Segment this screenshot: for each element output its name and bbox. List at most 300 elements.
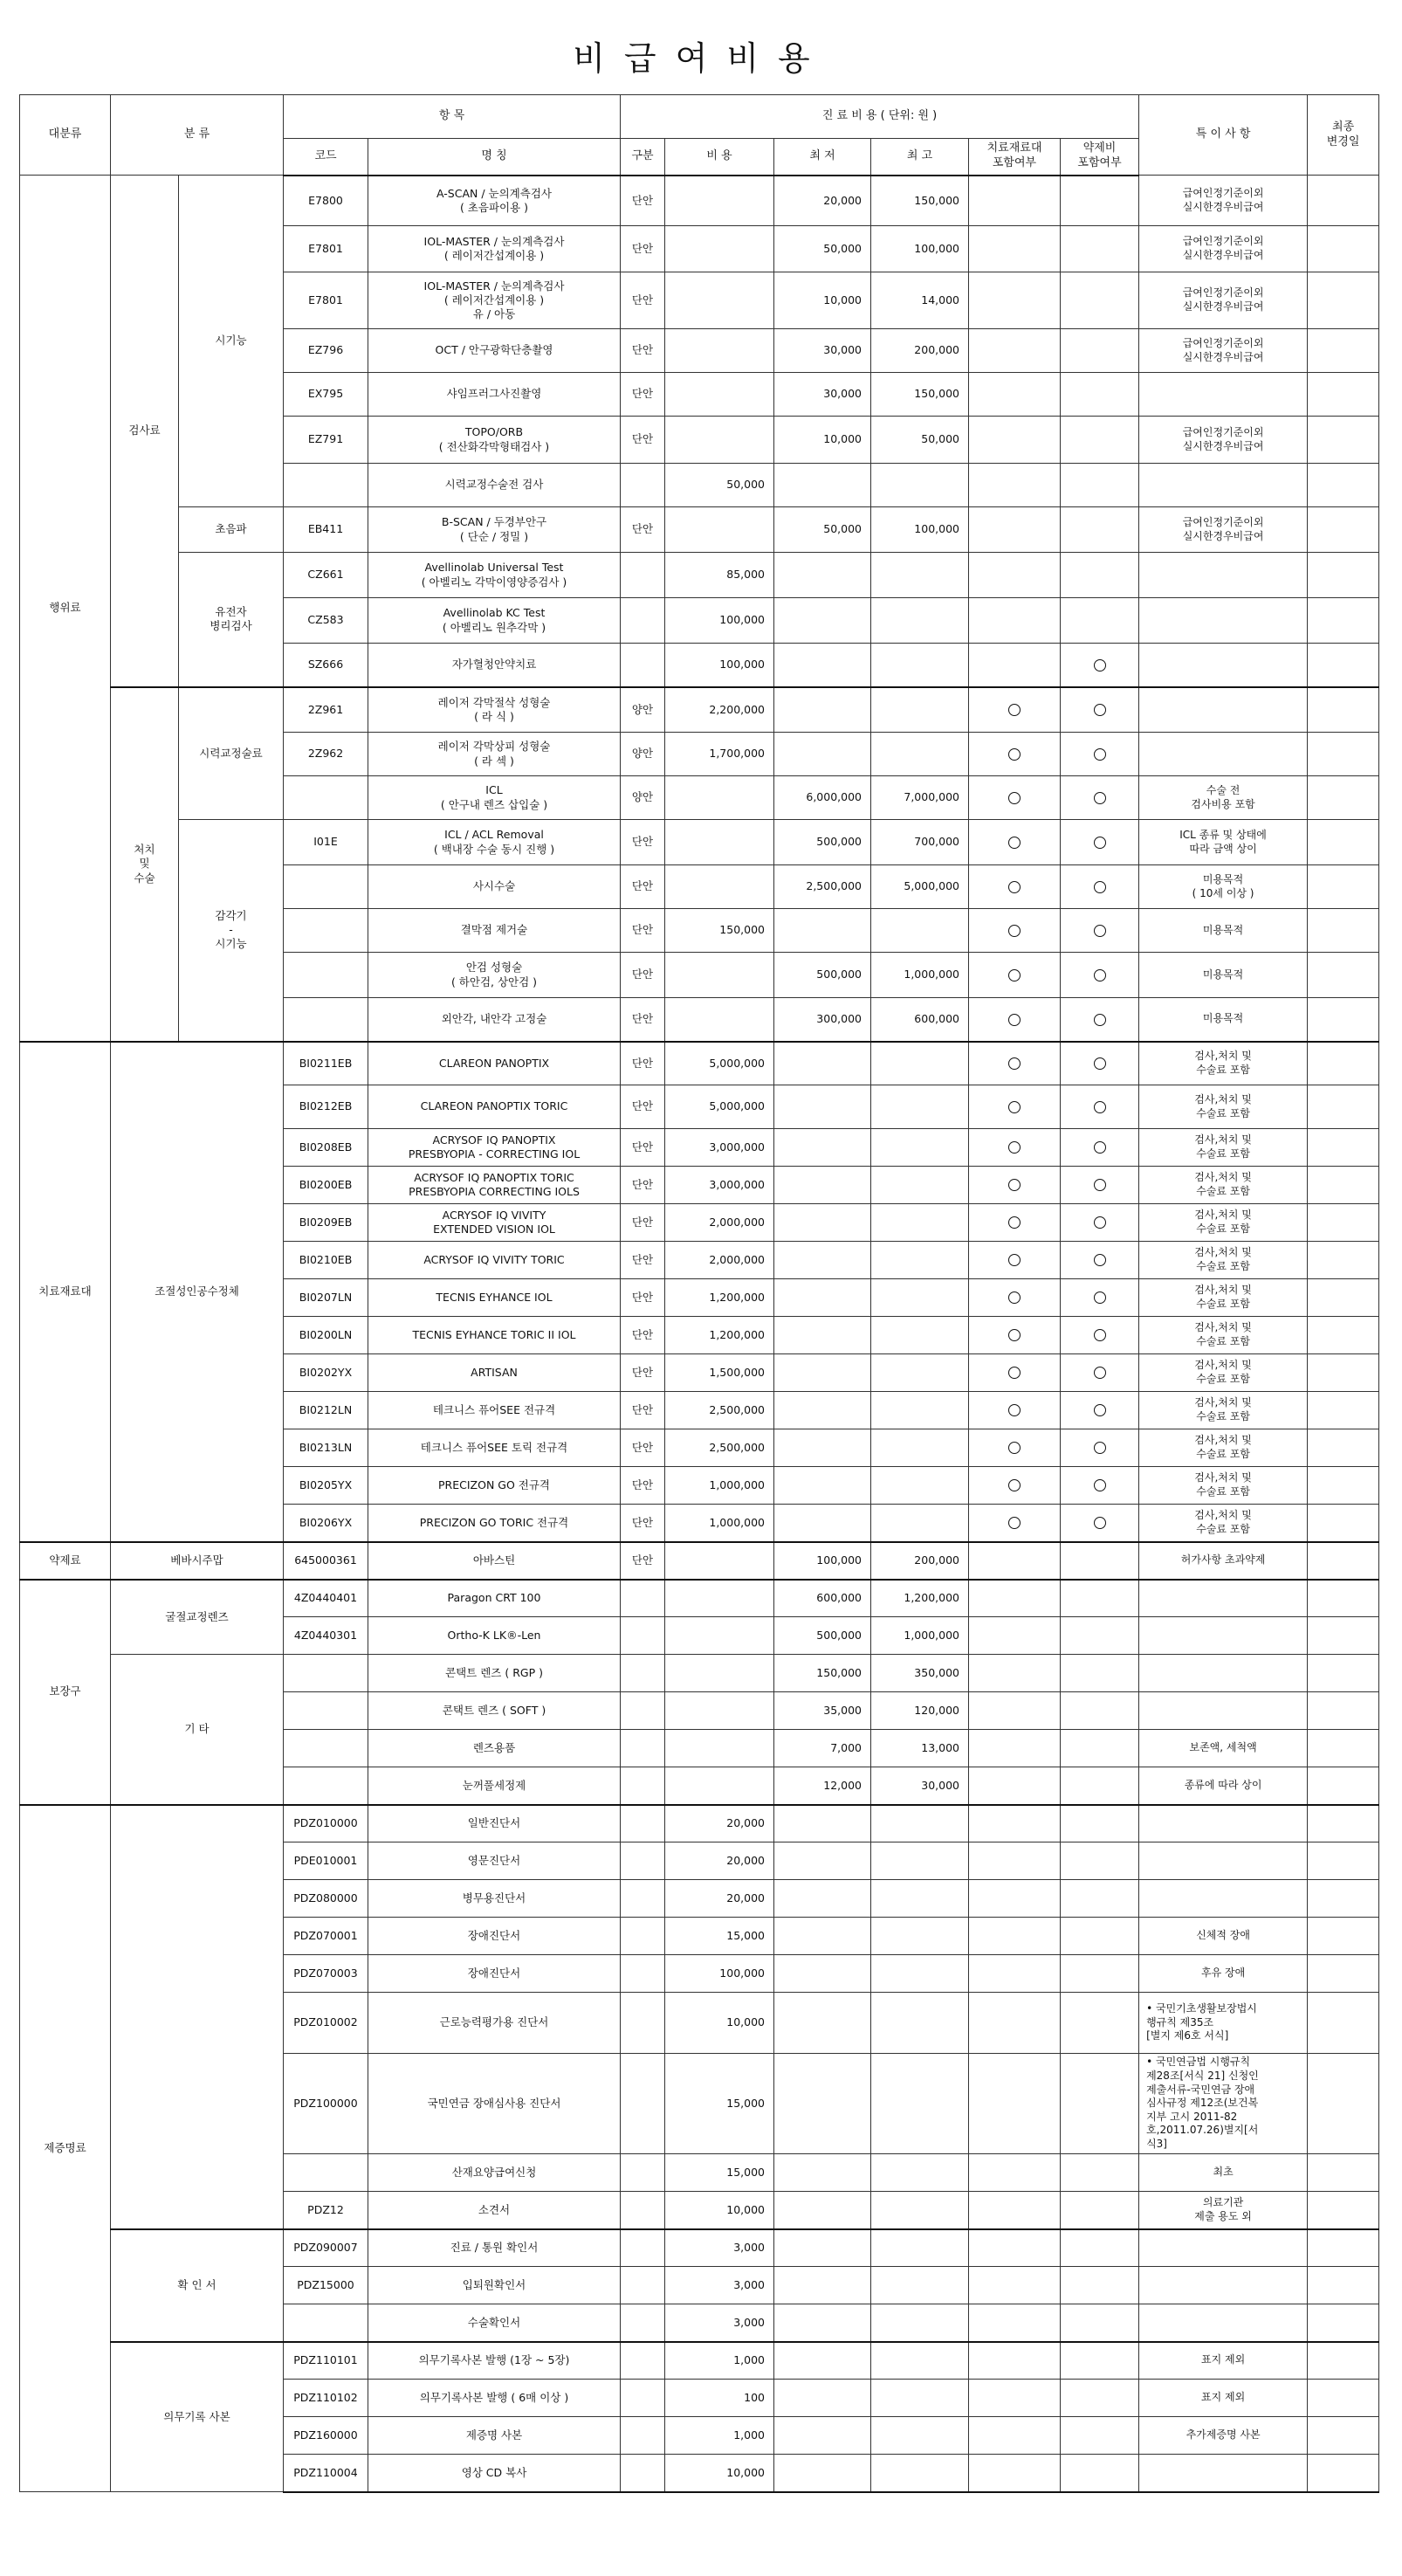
cell-name: 테크니스 퓨어SEE 전규격: [368, 1392, 621, 1429]
header-changed: 최종 변경일: [1308, 95, 1379, 176]
cell-cost: 1,200,000: [665, 1279, 774, 1317]
cell-drug-incl: [1061, 1617, 1139, 1655]
cell-code: BI0212LN: [284, 1392, 368, 1429]
cell-cost: 3,000: [665, 2304, 774, 2342]
cell-special: 수술 전 검사비용 포함: [1139, 776, 1308, 820]
cell-cost: 20,000: [665, 1805, 774, 1842]
cell-max: [871, 2267, 969, 2304]
cell-special: [1139, 733, 1308, 776]
table-row: [20, 176, 1379, 226]
cell-cost: 2,000,000: [665, 1204, 774, 1242]
cell-cost: 5,000,000: [665, 1085, 774, 1129]
cell-drug-incl: [1061, 1542, 1139, 1580]
cell-code: EB411: [284, 507, 368, 553]
cell-material-incl: [969, 464, 1061, 507]
cell-special: ICL 종류 및 상태에 따라 금액 상이: [1139, 820, 1308, 865]
cell-material-incl: [969, 2417, 1061, 2455]
cell-drug-incl: [1061, 417, 1139, 464]
cell-material-incl: [969, 1429, 1061, 1467]
circle-mark-icon: [1008, 1141, 1021, 1154]
cell-material-incl: [969, 373, 1061, 417]
cell-drug-incl: [1061, 598, 1139, 644]
header-special: 특 이 사 항: [1139, 95, 1308, 176]
cell-min: [774, 2267, 871, 2304]
cell-max: 600,000: [871, 998, 969, 1042]
circle-mark-icon: [1094, 1057, 1106, 1070]
cell-drug-incl: [1061, 2192, 1139, 2229]
cell-material-incl: [969, 1467, 1061, 1505]
cell-type: 단안: [621, 953, 665, 998]
cell-drug-incl: [1061, 1392, 1139, 1429]
cell-min: 35,000: [774, 1692, 871, 1730]
cell-max: [871, 1918, 969, 1955]
cell-type: 단안: [621, 373, 665, 417]
cell-name: A-SCAN / 눈의계측검사 ( 초음파이용 ): [368, 176, 621, 226]
cell-min: [774, 1317, 871, 1354]
cell-code: [284, 2154, 368, 2192]
cell-cost: [665, 507, 774, 553]
cell-cost: [665, 373, 774, 417]
cell-changed: [1308, 1042, 1379, 1085]
cell-changed: [1308, 687, 1379, 733]
cell-changed: [1308, 1955, 1379, 1993]
cell-type: [621, 2154, 665, 2192]
cell-min: [774, 464, 871, 507]
circle-mark-icon: [1094, 1216, 1106, 1229]
circle-mark-icon: [1094, 659, 1106, 672]
cell-code: PDZ080000: [284, 1880, 368, 1918]
circle-mark-icon: [1094, 881, 1106, 893]
cell-special: [1139, 2267, 1308, 2304]
cell-cost: 1,000: [665, 2342, 774, 2380]
cell-type: 단안: [621, 417, 665, 464]
cell-max: [871, 2054, 969, 2154]
cell-code: PDE010001: [284, 1842, 368, 1880]
cell-code: PDZ110102: [284, 2380, 368, 2417]
cell-cost: 10,000: [665, 2192, 774, 2229]
cell-min: [774, 1354, 871, 1392]
cell-type: 단안: [621, 1467, 665, 1505]
cell-name: 근로능력평가용 진단서: [368, 1993, 621, 2054]
cell-special: 종류에 따라 상이: [1139, 1767, 1308, 1805]
cell-type: 단안: [621, 909, 665, 953]
cell-name: ICL / ACL Removal ( 백내장 수술 동시 진행 ): [368, 820, 621, 865]
cell-max: 150,000: [871, 176, 969, 226]
cell-code: [284, 953, 368, 998]
cell-min: [774, 1392, 871, 1429]
cell-name: OCT / 안구광학단층촬영: [368, 329, 621, 373]
cell-name: 산재요양급여신청: [368, 2154, 621, 2192]
cell-min: [774, 1242, 871, 1279]
cell-min: 7,000: [774, 1730, 871, 1767]
cell-max: 100,000: [871, 226, 969, 272]
cell-type: 양안: [621, 687, 665, 733]
cell-drug-incl: [1061, 1429, 1139, 1467]
cell-cost: 20,000: [665, 1880, 774, 1918]
cell-name: Avellinolab KC Test ( 아벨리노 원추각막 ): [368, 598, 621, 644]
cell-drug-incl: [1061, 1129, 1139, 1167]
cell-type: [621, 2229, 665, 2267]
cell-cost: [665, 1767, 774, 1805]
cell-material-incl: [969, 1730, 1061, 1767]
cell-changed: [1308, 272, 1379, 329]
cell-drug-incl: [1061, 953, 1139, 998]
cell-code: [284, 776, 368, 820]
cell-code: PDZ070001: [284, 1918, 368, 1955]
circle-mark-icon: [1008, 1329, 1021, 1341]
header-code: 코드: [284, 139, 368, 176]
cell-min: [774, 2455, 871, 2492]
cell-cost: [665, 417, 774, 464]
cell-code: EZ791: [284, 417, 368, 464]
cell-code: BI0213LN: [284, 1429, 368, 1467]
cell-material-incl: [969, 2380, 1061, 2417]
cell-special: 검사,처치 및 수술료 포함: [1139, 1242, 1308, 1279]
cell-code: BI0211EB: [284, 1042, 368, 1085]
cell-name: 영상 CD 복사: [368, 2455, 621, 2492]
cell-material-incl: [969, 776, 1061, 820]
cell-special: [1139, 464, 1308, 507]
cell-cost: 15,000: [665, 2054, 774, 2154]
cell-cost: 85,000: [665, 553, 774, 598]
cell-type: 단안: [621, 1204, 665, 1242]
cell-special: 의료기관 제출 용도 외: [1139, 2192, 1308, 2229]
cell-changed: [1308, 1880, 1379, 1918]
header-material-incl: 치료재료대 포함여부: [969, 139, 1061, 176]
cell-code: [284, 865, 368, 909]
cell-material-incl: [969, 953, 1061, 998]
cell-min: [774, 1993, 871, 2054]
subcategory-label-c2b: 감각기 - 시기능: [179, 820, 284, 1042]
cell-type: [621, 2304, 665, 2342]
cell-drug-incl: [1061, 687, 1139, 733]
cell-material-incl: [969, 2455, 1061, 2492]
header-drug-incl: 약제비 포함여부: [1061, 139, 1139, 176]
cell-material-incl: [969, 687, 1061, 733]
cell-changed: [1308, 2342, 1379, 2380]
cell-code: PDZ160000: [284, 2417, 368, 2455]
cell-changed: [1308, 865, 1379, 909]
cell-changed: [1308, 820, 1379, 865]
cell-max: 150,000: [871, 373, 969, 417]
cell-cost: 100: [665, 2380, 774, 2417]
cell-material-incl: [969, 644, 1061, 687]
cell-drug-incl: [1061, 733, 1139, 776]
cell-material-incl: [969, 865, 1061, 909]
cell-max: [871, 1129, 969, 1167]
cell-changed: [1308, 1805, 1379, 1842]
cell-type: [621, 1918, 665, 1955]
cell-name: 병무용진단서: [368, 1880, 621, 1918]
category-label-c5b: 기 타: [111, 1655, 284, 1805]
circle-mark-icon: [1094, 748, 1106, 761]
cell-max: 13,000: [871, 1730, 969, 1767]
cell-changed: [1308, 733, 1379, 776]
cell-material-incl: [969, 2304, 1061, 2342]
cell-changed: [1308, 1392, 1379, 1429]
group-label-g3: 약제료: [20, 1542, 111, 1580]
cell-drug-incl: [1061, 272, 1139, 329]
table-row: [20, 2342, 1379, 2380]
cell-type: 단안: [621, 1242, 665, 1279]
cell-min: [774, 1204, 871, 1242]
cell-min: [774, 1805, 871, 1842]
cell-changed: [1308, 553, 1379, 598]
cell-special: 검사,처치 및 수술료 포함: [1139, 1167, 1308, 1204]
cell-code: [284, 998, 368, 1042]
header-max: 최 고: [871, 139, 969, 176]
cell-changed: [1308, 1542, 1379, 1580]
cell-material-incl: [969, 1993, 1061, 2054]
cell-changed: [1308, 2229, 1379, 2267]
cell-drug-incl: [1061, 1692, 1139, 1730]
cell-code: BI0207LN: [284, 1279, 368, 1317]
cell-material-incl: [969, 1955, 1061, 1993]
cell-type: [621, 464, 665, 507]
cell-max: 1,000,000: [871, 1617, 969, 1655]
cell-max: [871, 1354, 969, 1392]
cell-max: [871, 1805, 969, 1842]
cell-material-incl: [969, 1042, 1061, 1085]
cell-code: PDZ010002: [284, 1993, 368, 2054]
cell-cost: 5,000,000: [665, 1042, 774, 1085]
cell-material-incl: [969, 2267, 1061, 2304]
cell-drug-incl: [1061, 1505, 1139, 1542]
circle-mark-icon: [1094, 837, 1106, 849]
cell-type: [621, 1880, 665, 1918]
cell-material-incl: [969, 1505, 1061, 1542]
cell-cost: 15,000: [665, 2154, 774, 2192]
cell-type: 단안: [621, 1279, 665, 1317]
cell-drug-incl: [1061, 2380, 1139, 2417]
cell-min: 100,000: [774, 1542, 871, 1580]
cell-min: [774, 2154, 871, 2192]
cell-name: Paragon CRT 100: [368, 1580, 621, 1617]
cell-code: 645000361: [284, 1542, 368, 1580]
cell-min: [774, 1085, 871, 1129]
cell-max: [871, 2417, 969, 2455]
cell-drug-incl: [1061, 1655, 1139, 1692]
cell-material-incl: [969, 2054, 1061, 2154]
cell-code: E7801: [284, 272, 368, 329]
cell-type: [621, 1617, 665, 1655]
cell-cost: [665, 226, 774, 272]
cell-material-incl: [969, 1129, 1061, 1167]
cell-special: [1139, 373, 1308, 417]
cell-changed: [1308, 1580, 1379, 1617]
cell-type: 단안: [621, 329, 665, 373]
cell-changed: [1308, 1505, 1379, 1542]
cell-drug-incl: [1061, 2342, 1139, 2380]
header-item: 항 목: [284, 95, 621, 139]
cell-min: [774, 1918, 871, 1955]
cell-max: [871, 1392, 969, 1429]
cell-changed: [1308, 1617, 1379, 1655]
cell-min: [774, 2417, 871, 2455]
cell-changed: [1308, 1730, 1379, 1767]
cell-code: PDZ090007: [284, 2229, 368, 2267]
cell-max: 100,000: [871, 507, 969, 553]
cell-cost: 1,000,000: [665, 1467, 774, 1505]
cell-type: 단안: [621, 1542, 665, 1580]
cell-name: 테크니스 퓨어SEE 토릭 전규격: [368, 1429, 621, 1467]
cell-cost: 3,000,000: [665, 1129, 774, 1167]
cell-drug-incl: [1061, 1842, 1139, 1880]
cell-cost: [665, 998, 774, 1042]
cell-code: [284, 1692, 368, 1730]
cell-material-incl: [969, 417, 1061, 464]
cell-drug-incl: [1061, 553, 1139, 598]
cell-min: 2,500,000: [774, 865, 871, 909]
cell-drug-incl: [1061, 1354, 1139, 1392]
circle-mark-icon: [1094, 1442, 1106, 1454]
cell-drug-incl: [1061, 1085, 1139, 1129]
cell-name: 수술확인서: [368, 2304, 621, 2342]
header-min: 최 저: [774, 139, 871, 176]
cell-changed: [1308, 2267, 1379, 2304]
circle-mark-icon: [1008, 1442, 1021, 1454]
cell-material-incl: [969, 1692, 1061, 1730]
cell-cost: 3,000: [665, 2267, 774, 2304]
cell-special: 표지 제외: [1139, 2342, 1308, 2380]
cell-special: 후유 장애: [1139, 1955, 1308, 1993]
cell-name: Avellinolab Universal Test ( 아벨리노 각막이영양증검사 ): [368, 553, 621, 598]
cell-special: [1139, 1880, 1308, 1918]
table-row: [20, 507, 1379, 553]
subcategory-label-c1c: 유전자 병리검사: [179, 553, 284, 687]
cell-cost: [665, 1542, 774, 1580]
cell-special: 검사,처치 및 수술료 포함: [1139, 1317, 1308, 1354]
cell-drug-incl: [1061, 1279, 1139, 1317]
cell-type: 단안: [621, 226, 665, 272]
cell-max: 30,000: [871, 1767, 969, 1805]
cell-cost: [665, 1617, 774, 1655]
cell-max: [871, 1467, 969, 1505]
cell-name: CLAREON PANOPTIX: [368, 1042, 621, 1085]
cell-material-incl: [969, 1918, 1061, 1955]
cell-special: • 국민기초생활보장법시 행규칙 제35조 [별지 제6호 서식]: [1139, 1993, 1308, 2054]
cell-drug-incl: [1061, 1767, 1139, 1805]
cell-max: [871, 644, 969, 687]
cell-material-incl: [969, 176, 1061, 226]
cell-max: [871, 1167, 969, 1204]
cell-code: BI0205YX: [284, 1467, 368, 1505]
cell-special: 신체적 장애: [1139, 1918, 1308, 1955]
group-label-g1: 행위료: [20, 176, 111, 1042]
cell-min: [774, 909, 871, 953]
cell-code: BI0212EB: [284, 1085, 368, 1129]
cell-min: 500,000: [774, 1617, 871, 1655]
cell-max: [871, 1085, 969, 1129]
cell-material-incl: [969, 1842, 1061, 1880]
cell-min: [774, 1842, 871, 1880]
cell-cost: 10,000: [665, 2455, 774, 2492]
cell-type: [621, 1655, 665, 1692]
cell-max: [871, 1955, 969, 1993]
cell-material-incl: [969, 2229, 1061, 2267]
cell-special: [1139, 1692, 1308, 1730]
cell-drug-incl: [1061, 1993, 1139, 2054]
cell-type: [621, 598, 665, 644]
cell-special: 검사,처치 및 수술료 포함: [1139, 1429, 1308, 1467]
cell-cost: [665, 176, 774, 226]
cell-cost: 2,500,000: [665, 1392, 774, 1429]
cell-special: 미용목적 ( 10세 이상 ): [1139, 865, 1308, 909]
cell-special: [1139, 553, 1308, 598]
cell-name: 소견서: [368, 2192, 621, 2229]
cell-min: [774, 1467, 871, 1505]
cell-drug-incl: [1061, 464, 1139, 507]
cell-special: [1139, 1655, 1308, 1692]
cell-name: ACRYSOF IQ VIVITY TORIC: [368, 1242, 621, 1279]
circle-mark-icon: [1094, 925, 1106, 937]
cell-name: 레이저 각막상피 성형술 ( 라 섹 ): [368, 733, 621, 776]
circle-mark-icon: [1094, 1254, 1106, 1266]
cell-code: [284, 464, 368, 507]
cell-cost: 3,000,000: [665, 1167, 774, 1204]
cell-type: 단안: [621, 998, 665, 1042]
cell-name: ARTISAN: [368, 1354, 621, 1392]
cell-drug-incl: [1061, 2417, 1139, 2455]
cell-min: 12,000: [774, 1767, 871, 1805]
cell-special: 검사,처치 및 수술료 포함: [1139, 1042, 1308, 1085]
circle-mark-icon: [1094, 1141, 1106, 1154]
cell-changed: [1308, 1467, 1379, 1505]
cell-material-incl: [969, 909, 1061, 953]
cell-special: [1139, 2229, 1308, 2267]
circle-mark-icon: [1094, 969, 1106, 981]
cell-name: 레이저 각막절삭 성형술 ( 라 식 ): [368, 687, 621, 733]
cell-code: CZ661: [284, 553, 368, 598]
cell-cost: [665, 329, 774, 373]
cell-drug-incl: [1061, 1317, 1139, 1354]
cell-changed: [1308, 598, 1379, 644]
category-label-c6b: 확 인 서: [111, 2229, 284, 2342]
cell-drug-incl: [1061, 2054, 1139, 2154]
cell-changed: [1308, 1279, 1379, 1317]
cell-code: PDZ110004: [284, 2455, 368, 2492]
cell-cost: 1,700,000: [665, 733, 774, 776]
cell-code: CZ583: [284, 598, 368, 644]
cell-changed: [1308, 998, 1379, 1042]
cell-changed: [1308, 226, 1379, 272]
cell-cost: [665, 820, 774, 865]
circle-mark-icon: [1008, 837, 1021, 849]
cell-material-incl: [969, 2342, 1061, 2380]
cell-type: 단안: [621, 1354, 665, 1392]
circle-mark-icon: [1008, 1179, 1021, 1191]
cell-special: 급여인정기준이외 실시한경우비급여: [1139, 417, 1308, 464]
cell-changed: [1308, 2380, 1379, 2417]
cell-max: [871, 1042, 969, 1085]
circle-mark-icon: [1094, 792, 1106, 804]
circle-mark-icon: [1094, 1014, 1106, 1026]
cell-min: [774, 2342, 871, 2380]
cell-name: ICL ( 안구내 렌즈 삽입술 ): [368, 776, 621, 820]
cell-code: 2Z962: [284, 733, 368, 776]
cell-material-incl: [969, 998, 1061, 1042]
cell-type: [621, 1805, 665, 1842]
cell-code: E7800: [284, 176, 368, 226]
circle-mark-icon: [1008, 1367, 1021, 1379]
cell-material-incl: [969, 226, 1061, 272]
cell-type: 양안: [621, 733, 665, 776]
cell-code: 4Z0440401: [284, 1580, 368, 1617]
cell-changed: [1308, 1129, 1379, 1167]
cell-min: [774, 733, 871, 776]
cell-drug-incl: [1061, 2267, 1139, 2304]
cell-drug-incl: [1061, 644, 1139, 687]
